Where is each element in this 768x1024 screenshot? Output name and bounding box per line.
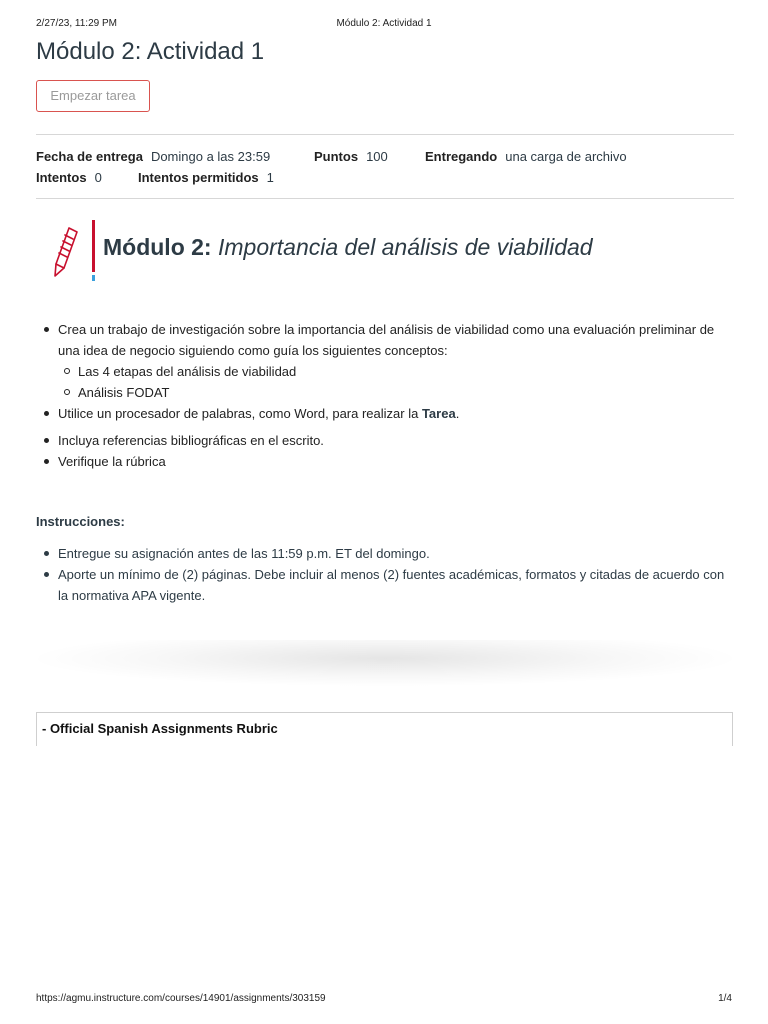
allowed-attempts-value: 1 — [266, 170, 274, 185]
list-item — [36, 403, 736, 424]
banner-heading — [103, 234, 593, 261]
submitting-value: una carga de archivo — [505, 149, 627, 164]
due-date-label: Fecha de entrega — [36, 149, 143, 164]
instructions-list — [36, 543, 736, 606]
print-doc-title: Módulo 2: Actividad 1 — [336, 18, 432, 29]
allowed-attempts-label: Intentos permitidos — [138, 170, 259, 185]
due-date-value: Domingo a las 23:59 — [150, 149, 271, 164]
divider-bottom — [36, 198, 734, 199]
points-group — [314, 149, 388, 164]
print-datetime: 2/27/23, 11:29 PM — [36, 18, 117, 29]
points-label: Puntos — [314, 149, 359, 164]
task-item-word-end: . — [455, 406, 460, 421]
start-assignment-button[interactable]: Empezar tarea — [36, 80, 150, 112]
points-value: 100 — [366, 149, 388, 164]
rubric-box — [36, 712, 733, 746]
list-item — [36, 319, 736, 403]
submitting-label: Entregando — [425, 149, 498, 164]
list-item: Aporte un mínimo de (2) páginas. Debe incluir al menos (2) fuentes académicas, formatos y citadas de acuerdo con la normativa APA vigente. — [36, 564, 736, 606]
allowed-attempts-group — [138, 170, 274, 185]
print-page-number: 1/4 — [718, 993, 732, 1004]
instructions-heading: Instrucciones: — [36, 514, 125, 529]
attempts-label: Intentos — [36, 170, 87, 185]
banner-module-label: Módulo 2: — [103, 234, 212, 260]
module-banner — [52, 220, 712, 284]
tarea-link[interactable]: Tarea — [421, 406, 456, 421]
concept-sub-list — [58, 361, 736, 403]
banner-blue-bar — [92, 275, 95, 281]
banner-subtitle: Importancia del análisis de viabilidad — [217, 234, 593, 260]
attempts-value: 0 — [94, 170, 102, 185]
print-url: https://agmu.instructure.com/courses/14901/assignments/303159 — [36, 993, 326, 1004]
banner-red-bar — [92, 220, 95, 272]
sub-list-item: Análisis FODAT — [58, 382, 736, 403]
task-item-word-text: Utilice un procesador de palabras, como Word, para realizar la — [58, 406, 419, 421]
page-title: Módulo 2: Actividad 1 — [36, 38, 265, 65]
task-list — [36, 319, 736, 472]
list-item: Incluya referencias bibliográficas en el escrito. — [36, 430, 736, 451]
submitting-group — [425, 149, 627, 164]
task-item-research: Crea un trabajo de investigación sobre la importancia del análisis de viabilidad como una evaluación preliminar de una idea de negocio siguiendo como guía los siguientes conceptos: — [58, 322, 715, 358]
list-item: Verifique la rúbrica — [36, 451, 736, 472]
shadow-divider — [36, 640, 734, 686]
divider-top — [36, 134, 734, 135]
pencil-icon — [52, 224, 82, 280]
due-date-group — [36, 149, 270, 164]
attempts-group — [36, 170, 102, 185]
rubric-title: - Official Spanish Assignments Rubric — [42, 721, 278, 736]
sub-list-item: Las 4 etapas del análisis de viabilidad — [58, 361, 736, 382]
list-item: Entregue su asignación antes de las 11:59 p.m. ET del domingo. — [36, 543, 736, 564]
